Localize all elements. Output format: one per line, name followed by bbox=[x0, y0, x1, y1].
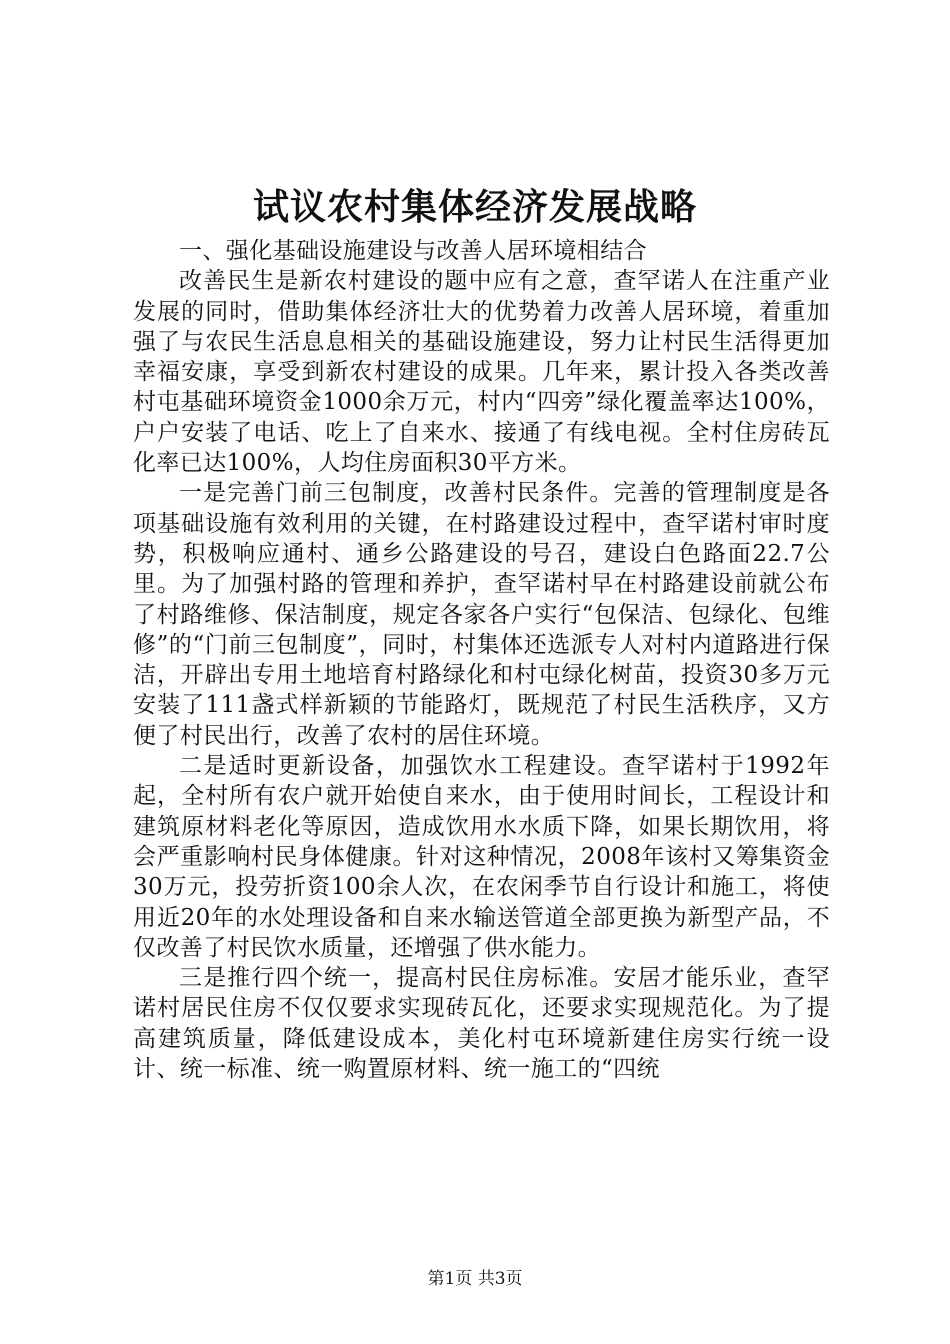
page-footer: 第1页 共3页 bbox=[427, 1269, 523, 1289]
document-title: 试议农村集体经济发展战略 bbox=[252, 187, 697, 228]
paragraph: 三是推行四个统一，提高村民住房标准。安居才能乐业，查罕诺村居民住房不仅仅要求实现砖瓦化，还要求实现规范化。为了提高建筑质量，降低建设成本，美化村屯环境新建住房实行统一设计、统一标准、统一购置原材料、统一施工的“四统 bbox=[133, 965, 830, 1083]
paragraph: 改善民生是新农村建设的题中应有之意，查罕诺人在注重产业发展的同时，借助集体经济壮大的优势着力改善人居环境，着重加强了与农民生活息息相关的基础设施建设，努力让村民生活得更加幸福安康，享受到新农村建设的成果。几年来，累计投入各类改善村屯基础环境资金1000余万元，村内“四旁”绿化覆盖率达100%，户户安装了电话、吃上了自来水、接通了有线电视。全村住房砖瓦化率已达100%，人均住房面积30平方米。 bbox=[133, 268, 830, 477]
section-heading: 一、强化基础设施建设与改善人居环境相结合 bbox=[179, 238, 647, 264]
paragraph: 一是完善门前三包制度，改善村民条件。完善的管理制度是各项基础设施有效利用的关键，在村路建设过程中，查罕诺村审时度势，积极响应通村、通乡公路建设的号召，建设白色路面22.7公里。为了加强村路的管理和养护，查罕诺村早在村路建设前就公布了村路维修、保洁制度，规定各家各户实行“包保洁、包绿化、包维修”的“门前三包制度”，同时，村集体还选派专人对村内道路进行保洁，开辟出专用土地培育村路绿化和村屯绿化树苗，投资30多万元安装了111盏式样新颖的节能路灯，既规范了村民生活秩序，又方便了村民出行，改善了农村的居住环境。 bbox=[133, 480, 830, 749]
document-body bbox=[133, 236, 830, 1084]
paragraph: 二是适时更新设备，加强饮水工程建设。查罕诺村于1992年起，全村所有农户就开始使自来水，由于使用时间长，工程设计和建筑原材料老化等原因，造成饮用水水质下降，如果长期饮用，将会严重影响村民身体健康。针对这种情况，2008年该村又筹集资金30万元，投劳折资100余人次，在农闲季节自行设计和施工，将使用近20年的水处理设备和自来水输送管道全部更换为新型产品，不仅改善了村民饮水质量，还增强了供水能力。 bbox=[133, 753, 830, 961]
